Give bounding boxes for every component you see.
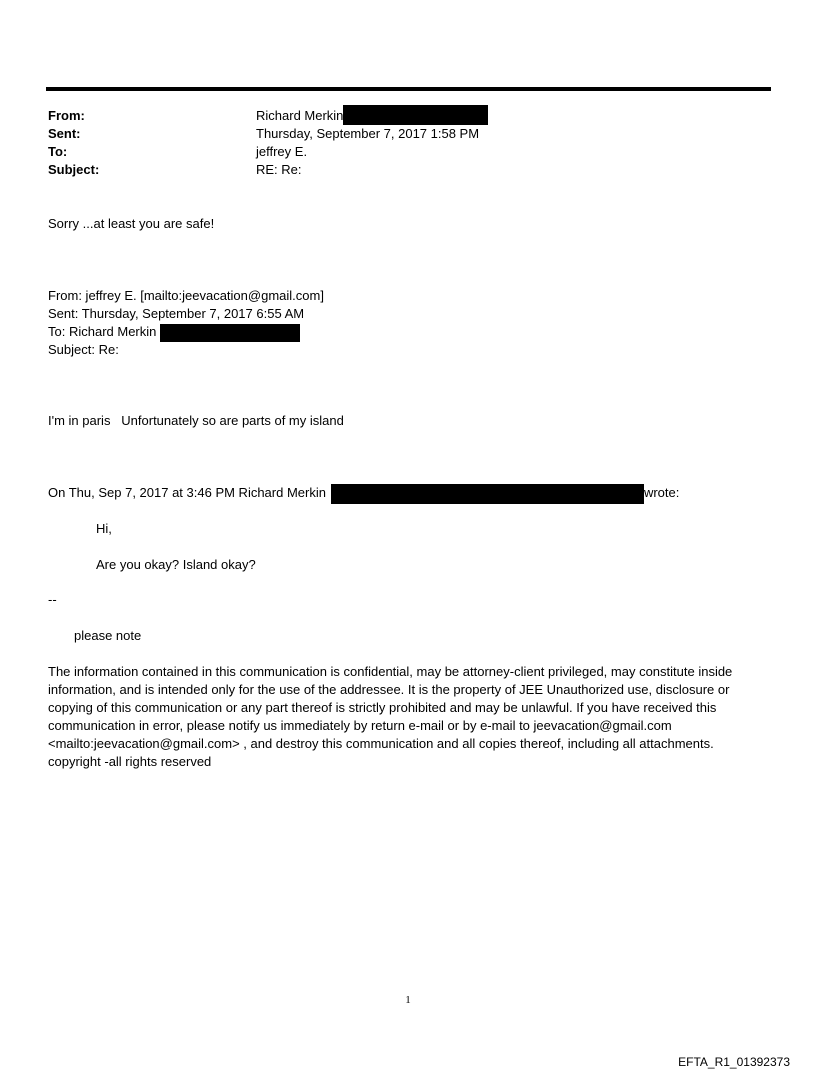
sent-label: Sent: <box>48 126 81 141</box>
subject-value: RE: Re: <box>256 162 302 177</box>
original-intro-row <box>48 484 679 502</box>
original-intro: On Thu, Sep 7, 2017 at 3:46 PM Richard Merkin <box>48 485 326 500</box>
original-greeting: Hi, <box>96 521 112 536</box>
page-number: 1 <box>405 994 411 1006</box>
redaction-block <box>331 484 644 504</box>
original-question: Are you okay? Island okay? <box>96 557 256 572</box>
from-value <box>256 107 488 125</box>
reply-body: Sorry ...at least you are safe! <box>48 216 215 231</box>
header-rule <box>46 87 771 91</box>
redaction-block <box>343 105 488 125</box>
original-intro-end: wrote: <box>643 485 680 500</box>
signature-separator: -- <box>48 592 57 607</box>
quoted-to-line: To: Richard Merkin <box>48 324 157 339</box>
confidentiality-disclaimer: The information contained in this communication is confidential, may be attorney-client privileged, may constitute inside information, and is intended only for the use of the addressee. It is the property of JEE Unauthorized use, disclosure or copying of this communication or any part thereof is strictly prohibited and may be unlawful. If you have received this communication in error, please notify us immediately by return e-mail or by e-mail to jeevacation@gmail.com <mailto:jeevacation@gmail.com> , and destroy this communication and all copies thereof, including all attachments. copyright -all rights reserved <box>48 664 733 769</box>
to-value: jeffrey E. <box>256 144 308 159</box>
quoted-sent-line: Sent: Thursday, September 7, 2017 6:55 AM <box>48 306 305 321</box>
quoted-to-row <box>48 323 300 341</box>
from-name: Richard Merkin <box>256 108 344 123</box>
to-label: To: <box>48 144 68 159</box>
quoted-from-line: From: jeffrey E. [mailto:jeevacation@gmail.com] <box>48 288 324 303</box>
quoted-subject-line: Subject: Re: <box>48 342 119 357</box>
please-note: please note <box>74 628 142 643</box>
quoted-body: I'm in paris Unfortunately so are parts of my island <box>48 413 344 428</box>
document-id: EFTA_R1_01392373 <box>678 1055 790 1069</box>
from-label: From: <box>48 108 85 123</box>
subject-label: Subject: <box>48 162 100 177</box>
sent-value: Thursday, September 7, 2017 1:58 PM <box>256 126 480 141</box>
redaction-block <box>160 324 300 342</box>
